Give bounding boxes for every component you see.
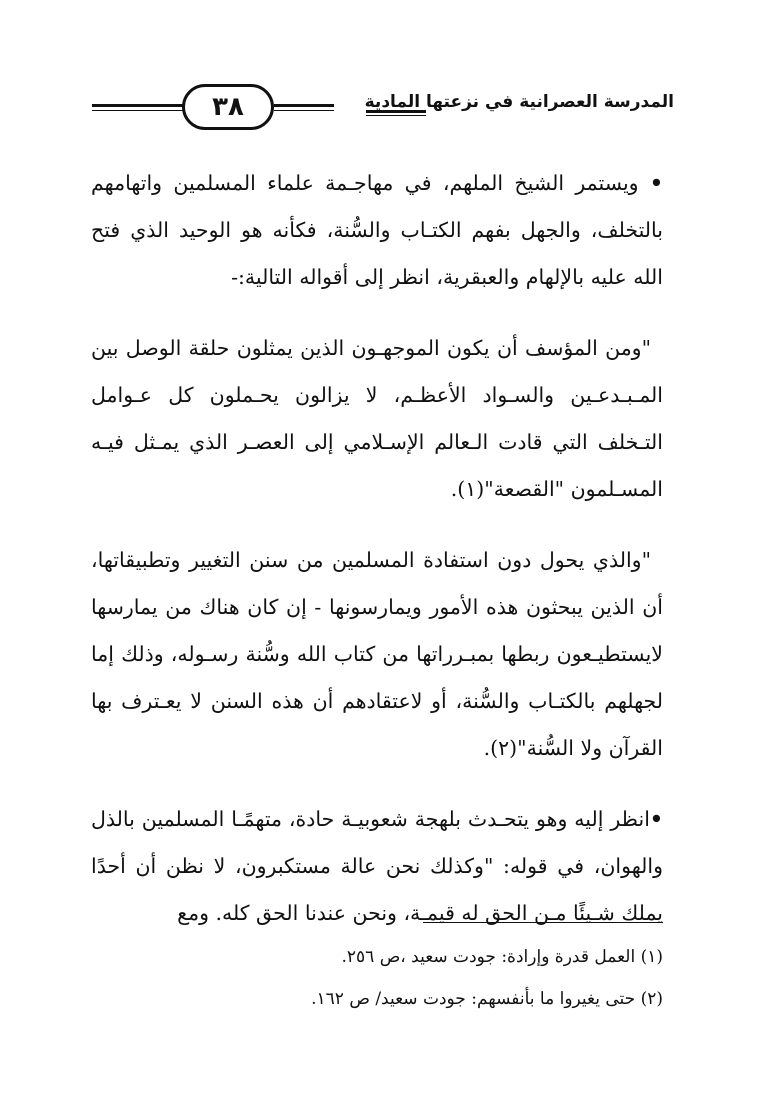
main-text	[91, 160, 663, 961]
quote-paragraph	[91, 325, 663, 513]
page-header	[92, 82, 674, 134]
footnotes	[91, 936, 663, 1020]
bullet-icon: •	[649, 807, 663, 831]
paragraph	[91, 160, 663, 301]
page-number: ٣٨	[182, 84, 274, 130]
quote-paragraph	[91, 537, 663, 772]
bullet-icon: •	[649, 171, 663, 195]
paragraph	[91, 796, 663, 937]
footnote: (١) العمل قدرة وإرادة: جودت سعيد ،ص ٢٥٦.	[341, 947, 663, 967]
header-divider	[92, 104, 184, 107]
header-divider	[366, 110, 426, 113]
paragraph-text: "ومن المؤسف أن يكون الموجهـون الذين يمثلون حلقة الوصل بين المـبـدعـين والسـواد الأعظـم، لا يزالون يحـملون كل عـوامل التـخلف التي قادت الـعالم الإسـلامي إلى العصـر الذي يمـثل فيـه المسـلمون "القصعة"(١).	[91, 336, 663, 501]
footnote: (٢) حتى يغيروا ما بأنفسهم: جودت سعيد/ ص ١٦٢.	[311, 989, 663, 1009]
running-title: المدرسة العصرانية في نزعتها المادية	[364, 92, 674, 112]
footnote-divider	[423, 922, 663, 923]
paragraph-text: انظر إليه وهو يتحـدث بلهجة شعوبيـة حادة، متهمًـا المسلمين بالذل والهوان، في قوله: "وكذلك نحن عالة مستكبرون، لا نظن أن أحدًا يملك شـيئًا مـن الحق له قيمـة، ونحن عندنا الحق كله. ومع	[91, 807, 663, 925]
header-divider	[274, 104, 334, 107]
paragraph-text: "والذي يحول دون استفادة المسلمين من سنن التغيير وتطبيقاتها، أن الذين يبحثون هذه الأمور ويمارسونها - إن كان هناك من يمارسها لايستطيـعون ربطها بمبـرراتها من كتاب الله وسُّنة رسـوله، وذلك إما لجهلهم بالكتـاب والسُّنة، أو لاعتقادهم أن هذه السنن لا يعـترف بها القرآن ولا السُّنة"(٢).	[91, 548, 663, 760]
paragraph-text: ويستمر الشيخ الملهم، في مهاجـمة علماء المسلمين واتهامهم بالتخلف، والجهل بفهم الكتـاب والسُّنة، فكأنه هو الوحيد الذي فتح الله عليه بالإلهام والعبقرية، انظر إلى أقواله التالية:-	[91, 171, 663, 289]
